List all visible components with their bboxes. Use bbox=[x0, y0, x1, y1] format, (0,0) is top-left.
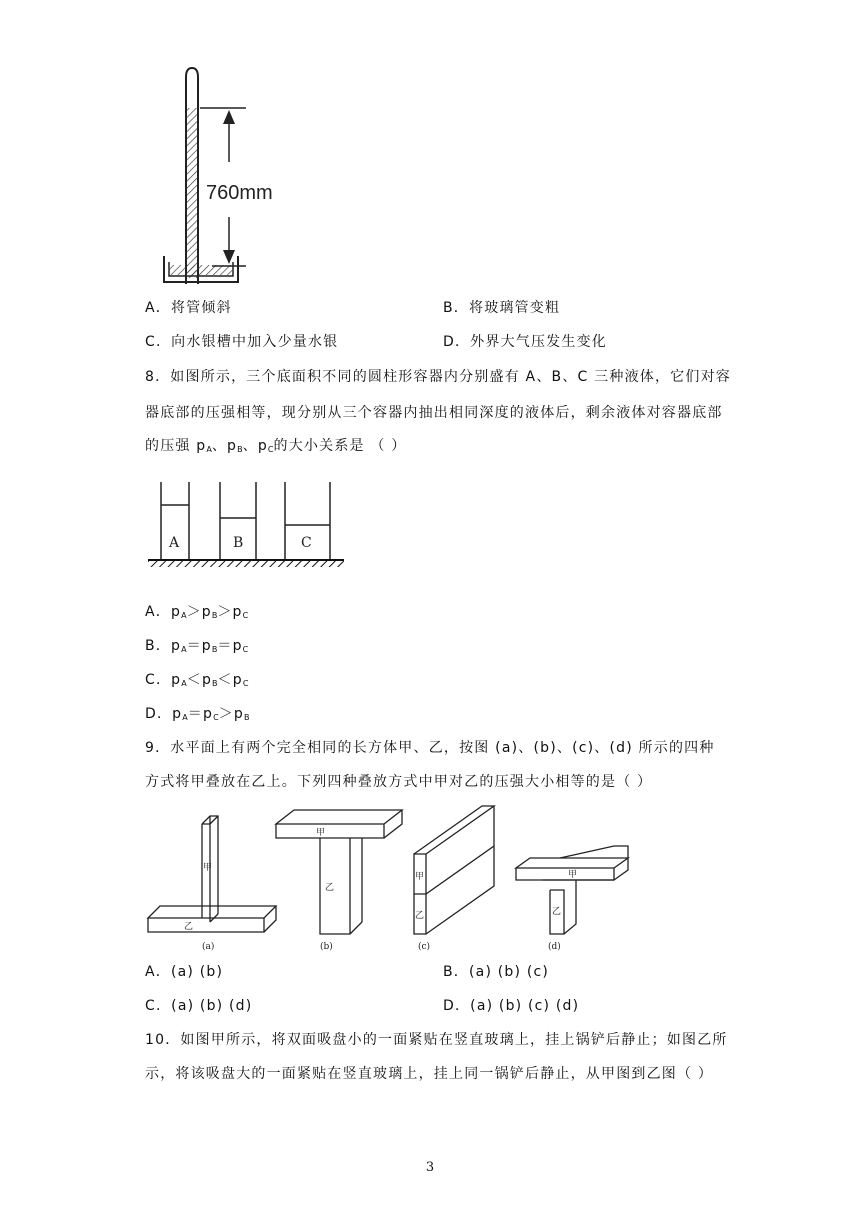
q10-line-1: 10．如图甲所示，将双面吸盘小的一面紧贴在竖直玻璃上，挂上锅铲后静止；如图乙所 bbox=[145, 1032, 728, 1048]
q8-line-1: 8．如图所示，三个底面积不同的圆柱形容器内分别盛有 A、B、C 三种液体，它们对容 bbox=[145, 369, 731, 385]
figure-c-jia-label: 甲 bbox=[415, 872, 425, 882]
q8-option-a: A．$p_A>p_B>p_C$ bbox=[145, 604, 249, 620]
figure-b-jia-label: 甲 bbox=[316, 828, 326, 838]
q9-line-1: 9．水平面上有两个完全相同的长方体甲、乙，按图 (a)、(b)、(c)、(d) 所示的四种 bbox=[145, 740, 715, 756]
q10-line-2: 示，将该吸盘大的一面紧贴在竖直玻璃上，挂上同一锅铲后静止，从甲图到乙图（ ） bbox=[145, 1066, 714, 1082]
q7-option-c: C．向水银槽中加入少量水银 bbox=[145, 334, 339, 350]
q8-option-c: C．$p_A<p_B<p_C$ bbox=[145, 672, 249, 688]
q8-option-b: B．$p_A=p_B=p_C$ bbox=[145, 638, 249, 654]
figure-d-yi-label: 乙 bbox=[552, 907, 562, 917]
q9-option-d: D．(a) (b) (c) (d) bbox=[443, 998, 580, 1014]
containers-figure bbox=[146, 478, 346, 576]
q7-option-d: D．外界大气压发生变化 bbox=[443, 334, 607, 350]
q9-option-b: B．(a) (b) (c) bbox=[443, 964, 550, 980]
q8-line-2: 器底部的压强相等，现分别从三个容器内抽出相同深度的液体后，剩余液体对容器底部 bbox=[145, 405, 723, 421]
figure-a-yi-label: 乙 bbox=[184, 922, 194, 932]
figure-c-yi-label: 乙 bbox=[415, 911, 425, 921]
page-number: 3 bbox=[425, 1160, 435, 1175]
q8-option-d: D．$p_A=p_C>p_B$ bbox=[145, 706, 250, 722]
figure-a-caption: (a) bbox=[202, 942, 215, 952]
q9-option-c: C．(a) (b) (d) bbox=[145, 998, 253, 1014]
q9-line-2: 方式将甲叠放在乙上。下列四种叠放方式中甲对乙的压强大小相等的是（ ） bbox=[145, 774, 653, 790]
q9-option-a: A．(a) (b) bbox=[145, 964, 224, 980]
figure-b-caption: (b) bbox=[320, 942, 333, 952]
figure-c-caption: (c) bbox=[418, 942, 431, 952]
barometer-height-label: 760mm bbox=[206, 182, 273, 204]
container-a-label: A bbox=[169, 535, 180, 551]
q8-line-3: 的压强 $p_A$、$p_B$、$p_C$的大小关系是 （ ） bbox=[145, 438, 407, 454]
container-c-label: C bbox=[301, 535, 312, 551]
figure-b-yi-label: 乙 bbox=[325, 883, 335, 893]
stacked-blocks-figure bbox=[144, 804, 644, 954]
barometer-figure bbox=[150, 62, 300, 290]
figure-a-jia-label: 甲 bbox=[203, 863, 213, 873]
q7-option-b: B．将玻璃管变粗 bbox=[443, 300, 561, 316]
figure-d-caption: (d) bbox=[548, 942, 561, 952]
q7-option-a: A．将管倾斜 bbox=[145, 300, 232, 316]
container-b-label: B bbox=[233, 535, 244, 551]
figure-d-jia-label: 甲 bbox=[568, 870, 578, 880]
